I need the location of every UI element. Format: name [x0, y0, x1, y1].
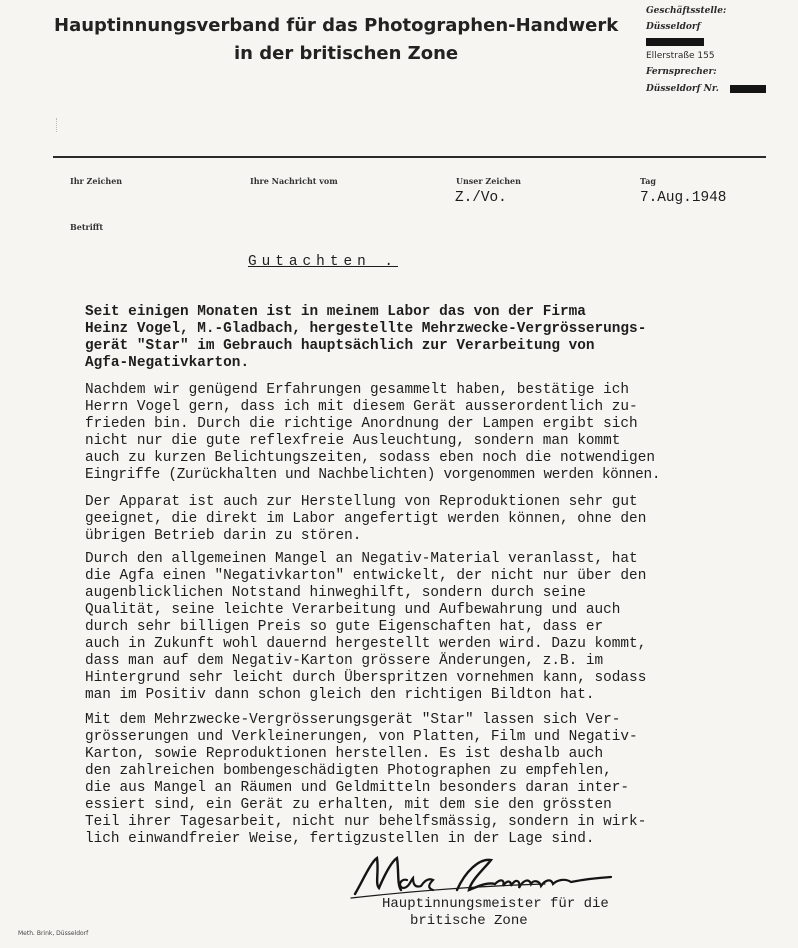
- signatory-zone: britische Zone: [410, 913, 528, 929]
- body-line: frieden bin. Durch die richtige Anordnung der Lampen ergibt sich: [85, 416, 638, 432]
- handwritten-signature: [345, 850, 645, 900]
- subject-label: Betrifft: [70, 222, 104, 232]
- body-line: lich einwandfreier Weise, fertigzustellen in der Lage sind.: [85, 831, 595, 847]
- organization-name: Hauptinnungsverband für das Photographen-Handwerk: [54, 15, 619, 36]
- body-line: Der Apparat ist auch zur Herstellung von Reproduktionen sehr gut: [85, 494, 638, 510]
- body-line: gerät "Star" im Gebrauch hauptsächlich zur Verarbeitung von: [85, 338, 595, 354]
- body-line: den zahlreichen bombengeschädigten Photographen zu empfehlen,: [85, 763, 612, 779]
- body-line: geeignet, die direkt im Labor angefertigt werden können, ohne den: [85, 511, 647, 527]
- redaction-bar: [730, 85, 766, 93]
- body-line: Seit einigen Monaten ist in meinem Labor das von der Firma: [85, 304, 586, 320]
- body-line: auch in Zukunft wohl dauernd hergestellt werden wird. Dazu kommt,: [85, 636, 647, 652]
- body-line: essiert sind, ein Gerät zu erhalten, mit dem sie den grössten: [85, 797, 612, 813]
- body-line: Eingriffe (Zurückhalten und Nachbelichten) vorgenommen werden können.: [85, 467, 661, 483]
- body-line: man im Positiv dann schon gleich den richtigen Bildton hat.: [85, 687, 595, 703]
- body-line: die aus Mangel an Räumen und Geldmitteln besonders daran inter-: [85, 780, 630, 796]
- body-line: Qualität, seine leichte Verarbeitung und Aufbewahrung und auch: [85, 602, 621, 618]
- body-line: Mit dem Mehrzwecke-Vergrösserungsgerät "Star" lassen sich Ver-: [85, 712, 621, 728]
- office-label: Geschäftsstelle:: [646, 6, 727, 16]
- body-line: nicht nur die gute reflexfreie Ausleuchtung, sondern man kommt: [85, 433, 621, 449]
- body-line: durch sehr billigen Preis so gute Eigenschaften hat, dass er: [85, 619, 604, 635]
- document-title: Gutachten .: [248, 254, 398, 270]
- body-line: augenblicklichen Notstand hinweghilft, sondern durch seine: [85, 585, 586, 601]
- header-divider: [53, 156, 766, 158]
- redaction-bar: [646, 38, 704, 46]
- phone-value: Düsseldorf Nr.: [646, 84, 719, 94]
- your-sign-label: Ihr Zeichen: [70, 176, 123, 186]
- body-line: Karton, sowie Reproduktionen herstellen. Es ist deshalb auch: [85, 746, 604, 762]
- office-city: Düsseldorf: [646, 22, 701, 32]
- our-sign-value: Z./Vo.: [455, 190, 507, 206]
- body-line: die Agfa einen "Negativkarton" entwickelt, der nicht nur über den: [85, 568, 647, 584]
- body-line: Teil ihrer Tagesarbeit, nicht nur behelfsmässig, sondern in wirk-: [85, 814, 647, 830]
- phone-label: Fernsprecher:: [646, 67, 717, 77]
- body-line: auch zu kurzen Belichtungszeiten, sodass eben noch die notwendigen: [85, 450, 655, 466]
- letter-date: 7.Aug.1948: [640, 190, 727, 206]
- organization-zone: in der britischen Zone: [234, 43, 459, 64]
- signatory-role: Hauptinnungsmeister für die: [382, 896, 609, 912]
- body-line: dass man auf dem Negativ-Karton grössere Änderungen, z.B. im: [85, 653, 604, 669]
- printer-mark: Meth. Brink, Düsseldorf: [18, 930, 89, 937]
- body-line: Hintergrund sehr leicht durch Überspritzen vornehmen kann, sodass: [85, 670, 647, 686]
- body-line: Durch den allgemeinen Mangel an Negativ-Material veranlasst, hat: [85, 551, 638, 567]
- day-label: Tag: [640, 176, 656, 186]
- address-window-mark: [56, 118, 58, 132]
- our-sign-label: Unser Zeichen: [456, 176, 521, 186]
- body-line: Herrn Vogel gern, dass ich mit diesem Gerät ausserordentlich zu-: [85, 399, 638, 415]
- body-line: Agfa-Negativkarton.: [85, 355, 250, 371]
- your-message-label: Ihre Nachricht vom: [250, 176, 338, 186]
- body-line: übrigen Betrieb darin zu stören.: [85, 528, 362, 544]
- body-line: grösserungen und Verkleinerungen, von Platten, Film und Negativ-: [85, 729, 638, 745]
- office-street: Ellerstraße 155: [646, 51, 715, 61]
- body-line: Nachdem wir genügend Erfahrungen gesammelt haben, bestätige ich: [85, 382, 630, 398]
- body-line: Heinz Vogel, M.-Gladbach, hergestellte Mehrzwecke-Vergrösserungs-: [85, 321, 647, 337]
